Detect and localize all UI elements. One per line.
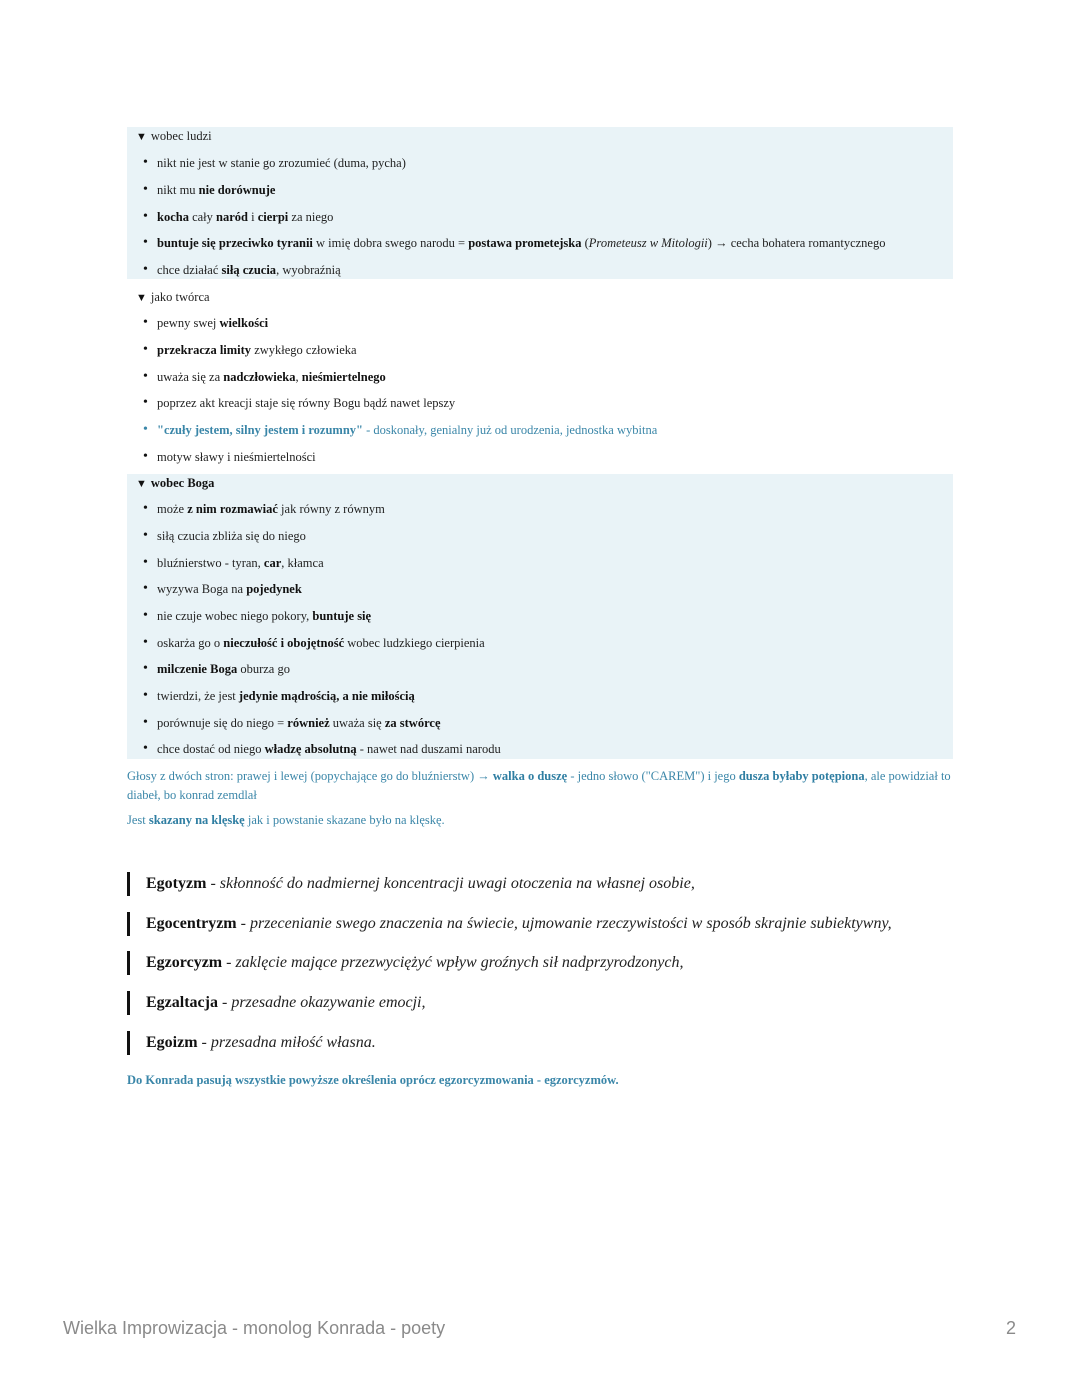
- toggle-section-people: [127, 127, 953, 279]
- list-item: • przekracza limity zwykłego człowieka: [157, 341, 357, 359]
- list-item: • pewny swej wielkości: [157, 314, 268, 332]
- toggle-heading-god[interactable]: ▼ wobec Boga: [136, 476, 215, 490]
- note-voices: Głosy z dwóch stron: prawej i lewej (popychające go do bluźnierstw) → walka o duszę - jedno słowo ("CAREM") i jego dusza byłaby potępiona, ale powidział to diabeł, bo konrad zemdlał: [127, 769, 951, 802]
- toggle-heading-people[interactable]: ▼ wobec ludzi: [136, 129, 212, 143]
- list-item: • buntuje się przeciwko tyranii w imię dobra swego narodu = postawa prometejska (Prometeusz w Mitologii) → cecha bohatera romantycznego: [157, 234, 885, 252]
- list-item: • nikt nie jest w stanie go zrozumieć (duma, pycha): [157, 154, 406, 172]
- list-item: • motyw sławy i nieśmiertelności: [157, 448, 316, 466]
- list-item: • porównuje się do niego = również uważa się za stwórcę: [157, 714, 441, 732]
- definition-egotyzm: Egotyzm - skłonność do nadmiernej koncentracji uwagi otoczenia na własnej osobie,: [127, 872, 695, 896]
- list-item: • poprzez akt kreacji staje się równy Bogu bądź nawet lepszy: [157, 394, 455, 412]
- toggle-section-god: [127, 474, 953, 759]
- final-note: Do Konrada pasują wszystkie powyższe określenia oprócz egzorcyzmowania - egzorcyzmów.: [127, 1073, 619, 1087]
- note-defeat: Jest skazany na klęskę jak i powstanie skazane było na klęskę.: [127, 813, 445, 827]
- toggle-section-creator: [127, 288, 953, 468]
- list-item: • nikt mu nie dorównuje: [157, 181, 275, 199]
- list-item: • chce dostać od niego władzę absolutną - nawet nad duszami narodu: [157, 740, 501, 758]
- list-item: • chce działać siłą czucia, wyobraźnią: [157, 261, 341, 279]
- page-number: 2: [1005, 1318, 1016, 1338]
- list-item: • może z nim rozmawiać jak równy z równym: [157, 500, 385, 518]
- list-item: • bluźnierstwo - tyran, car, kłamca: [157, 554, 324, 572]
- list-item: • milczenie Boga oburza go: [157, 660, 290, 678]
- definition-egzaltacja: Egzaltacja - przesadne okazywanie emocji,: [127, 991, 426, 1015]
- list-item: • wyzywa Boga na pojedynek: [157, 580, 302, 598]
- list-item: • kocha cały naród i cierpi za niego: [157, 208, 333, 226]
- toggle-heading-creator[interactable]: ▼ jako twórca: [136, 290, 210, 304]
- triangle-down-icon[interactable]: ▼: [136, 292, 147, 304]
- definition-egocentryzm: Egocentryzm - przecenianie swego znaczenia na świecie, ujmowanie rzeczywistości w sposób skrajnie subiektywny,: [127, 912, 892, 936]
- definition-egzorcyzm: Egzorcyzm - zaklęcie mające przezwyciężyć wpływ groźnych sił nadprzyrodzonych,: [127, 951, 684, 975]
- list-item: • uważa się za nadczłowieka, nieśmiertelnego: [157, 368, 386, 386]
- triangle-down-icon[interactable]: ▼: [136, 478, 147, 490]
- list-item: • oskarża go o nieczułość i obojętność wobec ludzkiego cierpienia: [157, 634, 485, 652]
- footer-title: Wielka Improwizacja - monolog Konrada - poety: [63, 1318, 446, 1338]
- list-item: • twierdzi, że jest jedynie mądrością, a nie miłością: [157, 687, 415, 705]
- list-item: • nie czuje wobec niego pokory, buntuje się: [157, 607, 371, 625]
- list-item: • "czuły jestem, silny jestem i rozumny" - doskonały, genialny już od urodzenia, jednostka wybitna: [157, 421, 657, 439]
- list-item: • siłą czucia zbliża się do niego: [157, 527, 306, 545]
- definition-egoizm: Egoizm - przesadna miłość własna.: [127, 1031, 376, 1055]
- triangle-down-icon[interactable]: ▼: [136, 131, 147, 143]
